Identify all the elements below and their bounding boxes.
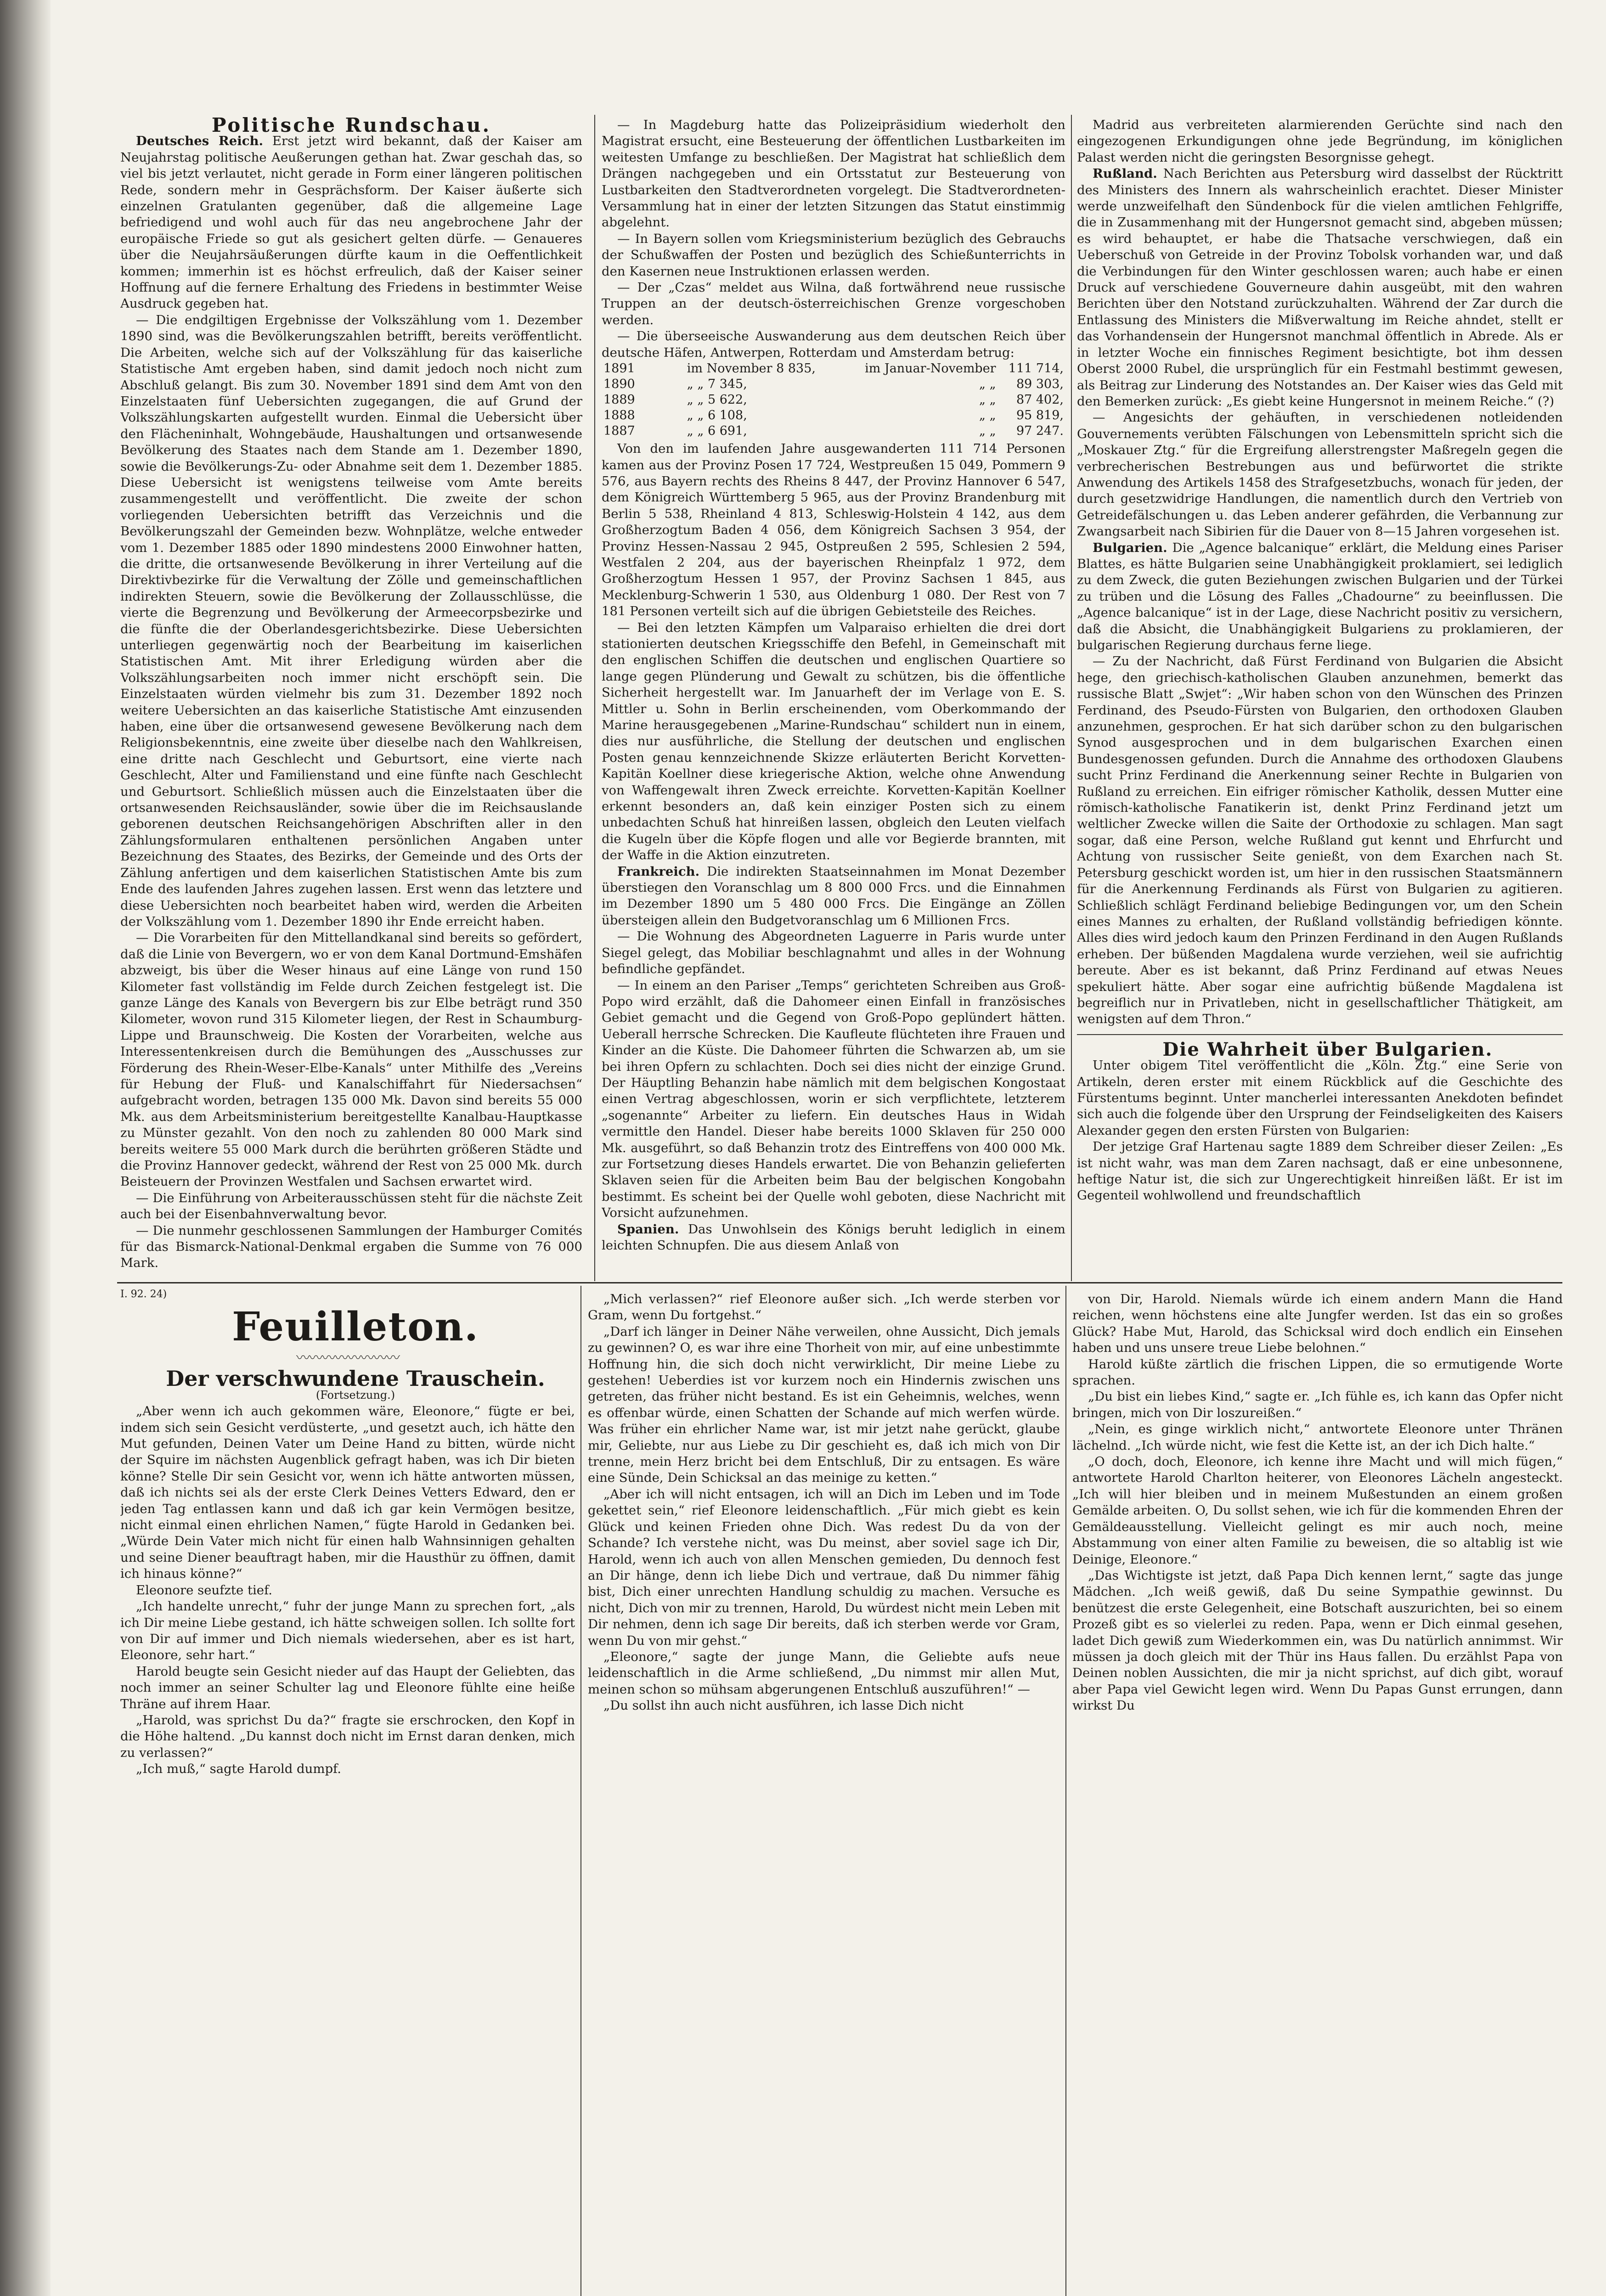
paragraph-text: Von den im laufenden Jahre ausgewanderten 111 714 Personen kamen aus der Provinz Posen 17 724, Westpreußen 15 049, Pommern 9 576, aus Bayern rechts des Rheins 8 447, der Provinz Hannover 6 547, dem Königreich Württemberg 5 965, aus der Provinz Brandenburg mit Berlin 5 538, Rheinland 4 813, Schleswig-Holstein 4 142, aus dem Großherzogtum Baden 4 056, dem Königreich Sachsen 3 954, der Provinz Hessen-Nassau 2 945, Ostpreußen 2 595, Schlesien 2 594, Westfalen 2 204, aus der bayerischen Rheinpfalz 1 972, dem Großherzogtum Hessen 1 957, der Provinz Sachsen 1 845, aus Mecklenburg-Schwerin 1 530, aus Oldenburg 1 080. Der Rest von 7 181 Personen verteilt sich auf die übrigen Gebietsteile des Reiches. [602, 441, 1065, 619]
column-rule-1 [594, 115, 595, 1281]
table-cell: im November 8 835, [687, 361, 816, 376]
paragraph-text: Nach Berichten aus Petersburg wird dasselbst der Rücktritt des Ministers des Innern als wahrscheinlich erachtet. Dieser Minister werde unzweifelhaft den Sündenbock für die vielen amtlichen Fehlgriffe, die in Zusammenhang mit der Hungersnot gemacht sind, abgeben müssen; es wird behauptet, er habe die Thatsache verschwiegen, daß ein Ueberschuß von Getreide in der Provinz Tobolsk vorhanden war, und daß die Verbindungen für den Winter geschlossen waren; auch habe er einen Druck auf verschiedene Gouverneure dahin ausgeübt, mit den wahren Berichten über den Notstand zurückzuhalten. Während der Zar durch die Entlassung des Ministers die Mißverwaltung im Reiche ahndet, stellt er das Vorhandensein der Hungersnot manchmal öffentlich in Abrede. Als er in letzter Woche ein finnisches Regiment besichtigte, bot ihm dessen Oberst 2000 Rubel, die ursprünglich für ein Festmahl bestimmt gewesen, als Beitrag zur Linderung des Notstandes an. Der Kaiser wies das Geld mit den Bemerken zurück: „Es giebt keine Hungersnot in meinem Reiche.“ (?) [1077, 166, 1563, 409]
paragraph: Harold küßte zärtlich die frischen Lippen, die so ermutigende Worte sprachen. [1072, 1356, 1563, 1388]
paragraph-text: — Der „Czas“ meldet aus Wilna, daß fortwährend neue russische Truppen an der deutsch-österreichischen Grenze vorgeschoben werden. [602, 280, 1065, 327]
paragraph: Harold beugte sein Gesicht nieder auf das Haupt der Geliebten, das noch immer an seiner Schulter lag und Eleonore fühlte eine heiße Thräne auf ihrem Haar. [120, 1664, 575, 1711]
table-cell: „ „ 5 622, [687, 393, 747, 407]
column-rule-2 [1071, 115, 1072, 1281]
paragraph: „Harold, was sprichst Du da?“ fragte sie erschrocken, den Kopf in die Höhe haltend. „Du kannst doch nicht im Ernst daran denken, mich zu verlassen?“ [120, 1712, 575, 1760]
paragraph-text: Erst jetzt wird bekannt, daß der Kaiser am Neujahrstag politische Aeußerungen gethan hat. Zwar geschah das, so viel bis jetzt verlautet, nicht gerade in Form einer längeren politischen Rede, sondern mehr in Gesprächsform. Der Kaiser äußerte sich einzelnen Gratulanten gegenüber, daß die allgemeine Lage befriedigend und wohl auch für das neu angebrochene Jahr der europäische Friede so gut als gesichert gelten dürfe. — Genaueres über die Neujahrsäußerungen dürfte kaum in die Oeffentlichkeit kommen; immerhin ist es höchst erfreulich, daß der Kaiser seiner Hoffnung auf die fernere Erhaltung des Friedens in bestimmter Weise Ausdruck gegeben hat. [120, 134, 582, 311]
paragraph: „Ich handelte unrecht,“ fuhr der junge Mann zu sprechen fort, „als ich Dir meine Liebe gestand, ich hätte schweigen sollen. Ich sollte fort von Dir auf immer und Dich niemals wiedersehen, aber es ist hart, Eleonore, sehr hart.“ [120, 1599, 575, 1663]
paragraph-text: Das Unwohlsein des Königs beruht lediglich in einem leichten Schnupfen. Die aus diesem Anlaß von [602, 1221, 1065, 1253]
paragraph [602, 929, 1065, 977]
table-row [602, 392, 1065, 408]
paragraph: „Du sollst ihn auch nicht ausführen, ich lasse Dich nicht [603, 1698, 964, 1713]
paragraph [120, 1223, 582, 1272]
column-politics-1 [120, 117, 582, 1279]
paragraph [1077, 1058, 1563, 1139]
paragraph-text: — In Bayern sollen vom Kriegsministerium bezüglich des Gebrauchs der Schußwaffen der Posten und bezüglich des Schießunterrichts in den Kasernen neue Instruktionen erlassen werden. [602, 231, 1065, 279]
table-cell: 1890 [603, 377, 635, 392]
paragraph-text: — Zu der Nachricht, daß Fürst Ferdinand von Bulgarien die Absicht hege, den griechisch-katholischen Glauben anzunehmen, bemerkt das russische Blatt „Swjet“: „Wir haben schon von den Wünschen des Prinzen Ferdinand, des Pseudo-Fürsten von Bulgarien, den orthodoxen Glauben anzunehmen, gesprochen. Er hat sich darüber schon zu den bulgarischen Synod ausgesprochen und in dem bulgarischen Exarchen einen Bundesgenossen gefunden. Durch die Annahme des orthodoxen Glaubens sucht Prinz Ferdinand die Anerkennung seiner Rechte in Bulgarien von Rußland zu erreichen. Ein eifriger römischer Katholik, dessen Mutter eine römisch-katholische Fanatikerin ist, denkt Prinz Ferdinand jetzt um weltlicher Zwecke willen die Saite der Orthodoxie zu schlagen. Man sagt sogar, daß eine Person, welche Rußland gut kennt und Ehrfurcht und Achtung von russischer Seite genießt, von dem Exarchen nach St. Petersburg geschickt worden ist, um hier in den russischen Staatsmännern für die Anerkennung Ferdinands als Fürst von Bulgarien zu agitieren. Schließlich schlägt Ferdinand beliebige Bedingungen vor, um den Schein eines Mannes zu erhalten, der Rußland vollständig befriedigen könnte. Alles dies wird jedoch kaum den Prinzen Ferdinand in den Augen Rußlands erheben. Der büßenden Magdalena wurde verziehen, weil sie aufrichtig bereute. Aber es ist bekannt, daß Prinz Ferdinand auf etwas Neues spekuliert hätte. Aber sogar eine aufrichtig büßende Magdalena ist begreiflich nur in Privatleben, nicht in gesellschaftlicher Thätigkeit, am wenigsten auf dem Thron.“ [1077, 654, 1563, 1027]
table-cell: „ „ 6 108, [687, 408, 747, 423]
paragraph: „Nein, es ginge wirklich nicht,“ antwortete Eleonore unter Thränen lächelnd. „Ich würde nicht, wie fest die Kette ist, an der ich Dich halte.“ [1072, 1422, 1563, 1453]
paragraph: „Eleonore,“ sagte der junge Mann, die Geliebte aufs neue leidenschaftlich in die Arme schließend, „Du nimmst mir allen Mut, meinen schon so mühsam abgerungenen Entschluß auszuführen!“ — [588, 1649, 1060, 1697]
paragraph [1077, 166, 1563, 410]
box-separator [1077, 1034, 1563, 1035]
paragraph: Eleonore seufzte tief. [136, 1582, 273, 1598]
paragraph [602, 978, 1065, 1221]
section-lead: Spanien. [617, 1221, 679, 1237]
emigration-table [602, 361, 1065, 439]
paragraph: von Dir, Harold. Niemals würde ich einem andern Mann die Hand reichen, wenn höchstens eine alte Jungfer werden. Ist das ein so großes Glück? Habe Mut, Harold, das Schicksal wird doch endlich ein Einsehen haben und uns unsere treue Liebe belohnen.“ [1072, 1292, 1563, 1356]
paragraph [602, 864, 1065, 929]
paragraph-text: Die „Agence balcanique“ erklärt, die Meldung eines Pariser Blattes, es hätte Bulgarien seine Unabhängigkeit proklamiert, sei lediglich zu dem Zweck, die guten Beziehungen zwischen Bulgarien und der Türkei zu trüben und die Lösung des Falles „Chadourne“ zu beeinflussen. Die „Agence balcanique“ ist in der Lage, diese Nachricht positiv zu versichern, daß die Absicht, die Unabhängigkeit Bulgariens zu proklamieren, der bulgarischen Regierung durchaus ferne liege. [1077, 540, 1563, 653]
section-lead: Deutsches Reich. [136, 134, 264, 149]
table-cell: 111 714, [1008, 361, 1064, 376]
feuilleton-col-2 [588, 1291, 1060, 2296]
table-cell: im Januar-November [865, 361, 996, 376]
paragraph: „O doch, doch, Eleonore, ich kenne ihre Macht und will mich fügen,“ antwortete Harold Charlton heiterer, von Eleonores Lächeln angesteckt. „Ich will hier bleiben und in meinem Mußestunden an einem großen Gemälde arbeiten. O, Du sollst sehen, wie ich für die kommenden Ehren der Gemäldeausstellung. Vielleicht gelingt es mir auch noch, meine Abstammung von einer alten Familie zu beweisen, die so altablig ist wie Deinige, Eleonore.“ [1072, 1454, 1563, 1567]
paragraph: „Darf ich länger in Deiner Nähe verweilen, ohne Aussicht, Dich jemals zu gewinnen? O, es war ihre eine Thorheit von mir, auf eine unbestimmte Hoffnung hin, die sich doch nicht verwirklicht, Dir meine Liebe zu gestehen! Ueberdies ist vor kurzem noch ein Hindernis zwischen uns getreten, das früher nicht bestand. Es ist ein Geheimnis, welches, wenn es offenbar würde, einen Schatten der Schande auf mich werfen würde. Was früher ein ehrlicher Name war, ist mir jetzt nahe gerückt, glaube mir, Geliebte, nur aus Liebe zu Dir geschieht es, daß ich mich von Dir trenne, mein Herz bricht bei dem Entschluß, Dir zu entsagen. Es wäre eine Sünde, Dein Schicksal an das meinige zu ketten.“ [588, 1324, 1060, 1486]
table-cell: „ „ 6 691, [687, 424, 747, 439]
paragraph [1077, 117, 1563, 166]
paragraph-text: — Die nunmehr geschlossenen Sammlungen der Hamburger Comités für das Bismarck-National-Denkmal ergaben die Summe von 76 000 Mark. [120, 1223, 582, 1271]
box-title: Die Wahrheit über Bulgarien. [1162, 1038, 1493, 1060]
paragraph [602, 328, 1065, 361]
book-binding-shadow [0, 0, 51, 2296]
reference-top: I. 92. 24) [120, 1289, 167, 1300]
paragraph: „Mich verlassen?“ rief Eleonore außer sich. „Ich werde sterben vor Gram, wenn Du fortgehst.“ [588, 1292, 1060, 1323]
table-row [602, 423, 1065, 439]
feuilleton-col-1 [120, 1304, 575, 2296]
feu-rule-2 [1065, 1286, 1066, 2296]
paragraph-text: Der jetzige Graf Hartenau sagte 1889 dem Schreiber dieser Zeilen: „Es ist nicht wahr, was man dem Zaren nachsagt, daß er eine unbesonnene, heftige Natur ist, die sich zur Ungerechtigkeit hinreißen läßt. Er ist im Gegenteil wohlwollend und freundschaftlich [1077, 1139, 1563, 1203]
section-lead: Rußland. [1093, 166, 1157, 181]
table-cell: „ „ 7 345, [687, 377, 747, 392]
table-cell: „ „ [979, 377, 996, 392]
feuilleton-rule [117, 1282, 1562, 1283]
table-row [602, 377, 1065, 392]
paragraph [120, 312, 582, 930]
paragraph [602, 231, 1065, 280]
table-cell: „ „ [979, 424, 996, 439]
paragraph [1077, 1139, 1563, 1204]
paragraph-text: — Bei den letzten Kämpfen um Valparaiso erhielten die drei dort stationierten deutschen Kriegsschiffe den Befehl, in Gemeinschaft mit den englischen Schiffen die deutschen und englischen Quartiere so lange gegen Plünderung und Gewalt zu schützen, bis die öffentliche Sicherheit hergestellt war. Im Januarheft der im Verlage von E. S. Mittler u. Sohn in Berlin erscheinenden, vom Oberkommando der Marine herausgegebenen „Marine-Rundschau“ schildert nun in einem, dies nur ausführliche, die Stellung der deutschen und englischen Posten genau kennzeichnende Skizze erläuterten Bericht Korvetten-Kapitän Koellner diese kriegerische Aktion, welche ohne Anwendung von Waffengewalt ihren Zweck erreichte. Korvetten-Kapitän Koellner erkennt besonders an, daß kein einziger Posten sich zu einem unbedachten Schuß hat hinreißen lassen, obgleich den Leuten vielfach die Kugeln über die Köpfe flogen und alle vor Begierde brannten, mit der Waffe in die Aktion einzutreten. [602, 620, 1065, 863]
section-lead: Bulgarien. [1093, 540, 1167, 555]
paragraph: „Das Wichtigste ist jetzt, daß Papa Dich kennen lernt,“ sagte das junge Mädchen. „Ich weiß gewiß, daß Du seine Sympathie gewinnst. Du benützest die erste Gelegenheit, eine Botschaft auszurichten, bei so einem Prozeß gibt es so vielerlei zu reden. Papa, wenn er Dich einmal gesehen, ladet Dich gewiß zum Wiederkommen ein, was Du natürlich annimmst. Wir müssen ja doch gleich mit der Thür ins Haus fallen. Du erzählst Papa von Deinen noblen Aussichten, die mir ja nicht sprichst, auf dich gibt, worauf aber Papa viel Gewicht legen wird. Wenn Du Papas Gunst errungen, dann wirkst Du [1072, 1568, 1563, 1713]
paragraph-text: — Angesichts der gehäuften, in verschiedenen notleidenden Gouvernements verübten Fälschungen von Lebensmitteln spricht sich die „Moskauer Ztg.“ für die Ergreifung allerstrengster Maßregeln gegen die verbrecherischen Bestrebungen aus und befürwortet die strikte Anwendung des Artikels 1458 des Strafgesetzbuchs, wonach für jeden, der durch gesetzwidrige Handlungen, die namentlich durch den Vertrieb von Getreidefälschungen u. das Leben anderer gefährden, die Verbannung zur Zwangsarbeit nach Sibirien für die Dauer von 8—15 Jahren vorgesehen ist. [1077, 410, 1563, 539]
paragraph [602, 441, 1065, 619]
table-cell: 87 402, [1016, 393, 1064, 407]
section-title: Politische Rundschau. [211, 117, 491, 136]
title-ornament: 〰〰〰〰〰〰〰〰 [296, 1350, 399, 1366]
paragraph [120, 133, 582, 312]
paragraph [602, 620, 1065, 864]
paragraph: „Aber ich will nicht entsagen, ich will an Dich im Leben und im Tode gekettet sein,“ rief Eleonore leidenschaftlich. „Für mich giebt es kein Glück und keinen Frieden ohne Dich. Was redest Du da von der Schande? Ich verstehe nicht, was Du meinst, aber soviel sage ich Dir, Harold, wenn ich auch von allen Menschen gemieden, Du dennoch fest an Dir hänge, denn ich liebe Dich und vertraue, daß Du nimmer fähig bist, Dich einer unrechten Handlung schuldig zu machen. Versuche es nicht, Dich von mir zu trennen, Harold, Du würdest nicht mein Leben mit Dir nehmen, denn ich sage Dir bereits, daß ich sterben werde vor Gram, wenn Du von mir gehst.“ [588, 1486, 1060, 1648]
paragraph [602, 1221, 1065, 1254]
table-cell: 89 303, [1016, 377, 1064, 392]
paragraph-text: — In einem an den Pariser „Temps“ gerichteten Schreiben aus Groß-Popo wird erzählt, daß die Dahomeer einen Einfall in französisches Gebiet gemacht und die Gegend von Groß-Popo geplündert hätten. Ueberall herrsche Schrecken. Die Kaufleute flüchteten ihre Frauen und Kinder an die Küste. Die Dahomeer führten die Schwarzen ab, um sie bei ihren Opfern zu schlachten. Doch sei dies nicht der einzige Grund. Der Häuptling Behanzin habe nämlich mit dem belgischen Kongostaat einen Vertrag abgeschlossen, worin er sich verpflichtete, letzterem „sogenannte“ Arbeiter zu liefern. Ein deutsches Haus in Widah vermittle den Handel. Dieser habe bereits 1000 Sklaven für 250 000 Mk. ausgeführt, so daß Behanzin trotz des Eintreffens von 400 000 Mk. zur Fortsetzung dieses Handels erwartet. Die von Behanzin gelieferten Sklaven seien für die Arbeiten beim Bau der belgischen Kongobahn bestimmt. Es scheint bei der Quelle wohl geboten, diese Nachricht mit Vorsicht aufzunehmen. [602, 978, 1065, 1221]
paragraph [120, 930, 582, 1190]
paragraph [120, 1190, 582, 1223]
table-cell: 97 247. [1016, 424, 1064, 439]
paragraph-text: — In Magdeburg hatte das Polizeipräsidium wiederholt den Magistrat ersucht, eine Besteuerung der öffentlichen Lustbarkeiten im weitesten Umfange zu beschließen. Der Magistrat hat schließlich dem Drängen nachgegeben und ein Ortsstatut zur Besteuerung von Lustbarkeiten den Stadtverordneten vorgelegt. Die Stadtverordneten-Versammlung hat in einer der letzten Sitzungen das Statut einstimmig abgelehnt. [602, 118, 1065, 230]
table-row [602, 408, 1065, 423]
feuilleton-col-3 [1072, 1291, 1563, 2296]
paragraph: „Du bist ein liebes Kind,“ sagte er. „Ich fühle es, ich kann das Opfer nicht bringen, mich von Dir loszureißen.“ [1072, 1389, 1563, 1420]
continuation-note: (Fortsetzung.) [316, 1388, 395, 1401]
feu-rule-1 [580, 1286, 581, 2296]
paragraph-text: — Die Einführung von Arbeiterausschüssen steht für die nächste Zeit auch bei der Eisenbahnverwaltung bevor. [120, 1190, 582, 1222]
paragraph-text: — Die Wohnung des Abgeordneten Laguerre in Paris wurde unter Siegel gelegt, das Mobiliar beschlagnahmt und alles in der Wohnung befindliche gepfändet. [602, 929, 1065, 977]
feuilleton-title: Feuilleton. [232, 1304, 479, 1350]
table-cell: „ „ [979, 393, 996, 407]
paragraph-text: Madrid aus verbreiteten alarmierenden Gerüchte sind nach den eingezogenen Erkundigungen ohne jede Begründung, im königlichen Palast werden nicht die geringsten Besorgnisse gehegt. [1077, 118, 1563, 165]
table-cell: 1887 [603, 424, 635, 439]
paragraph [602, 280, 1065, 328]
table-cell: 95 819, [1016, 408, 1064, 423]
paragraph [1077, 653, 1563, 1027]
section-lead: Frankreich. [617, 864, 700, 879]
paragraph: „Aber wenn ich auch gekommen wäre, Eleonore,“ fügte er bei, indem sich sein Gesicht verdüsterte, „und gesetzt auch, ich hätte den Mut gefunden, Deinen Vater um Deine Hand zu bitten, würde nicht der Squire im nächsten Augenblick gefragt haben, was ich Dir bieten könne? Stelle Dir sein Gesicht vor, wenn ich hätte antworten müssen, daß ich nichts sei als der erste Clerk Deines Vetters Edward, den er jeden Tag entlassen kann und daß ich gar kein Vermögen besitze, nicht einmal einen ehrlichen Namen,“ fügte Harold in Gedanken bei. „Würde Dein Vater mich nicht für einen halb Wahnsinnigen gehalten und seine Diener beauftragt haben, mir die Hausthür zu öffnen, damit ich hinaus könne?“ [120, 1404, 575, 1581]
paragraph-text: Unter obigem Titel veröffentlicht die „Köln. Ztg.“ eine Serie von Artikeln, deren erster mit einem Rückblick auf die Geschichte des Fürstentums beginnt. Unter mancherlei interessanten Anekdoten befindet sich auch die folgende über den Ursprung der Feindseligkeiten des Kaisers Alexander gegen den ersten Fürsten von Bulgarien: [1077, 1058, 1563, 1138]
paragraph-text: — Die überseeische Auswanderung aus dem deutschen Reich über deutsche Häfen, Antwerpen, Rotterdam und Amsterdam betrug: [602, 329, 1065, 360]
table-cell: „ „ [979, 408, 996, 423]
story-title: Der verschwundene Trauschein. [166, 1366, 545, 1391]
paragraph [1077, 540, 1563, 654]
paragraph: „Ich muß,“ sagte Harold dumpf. [136, 1761, 341, 1777]
table-cell: 1891 [603, 361, 635, 376]
paragraph [602, 117, 1065, 231]
table-cell: 1888 [603, 408, 635, 423]
table-cell: 1889 [603, 393, 635, 407]
paragraph [1077, 410, 1563, 540]
table-row [602, 361, 1065, 377]
column-politics-2 [602, 117, 1065, 1279]
paragraph-text: — Die Vorarbeiten für den Mittellandkanal sind bereits so gefördert, daß die Linie von Bevergern, wo er von dem Kanal Dortmund-Emshäfen abzweigt, bis über die Weser hinaus auf eine Länge von rund 150 Kilometer fast vollständig im Felde durch Zeichen festgelegt ist. Die ganze Länge des Kanals von Bevergern bis zur Elbe beträgt rund 350 Kilometer, wovon rund 315 Kilometer liegen, der Rest in Schaumburg-Lippe und Braunschweig. Die Kosten der Vorarbeiten, welche aus Interessentenkreisen durch die Bemühungen des „Ausschusses zur Förderung des Rhein-Weser-Elbe-Kanals“ unter Mithilfe des „Vereins für Hebung der Fluß- und Kanalschiffahrt für Niedersachsen“ aufgebracht worden, betragen 135 000 Mk. Davon sind bereits 55 000 Mk. aus dem Arbeitsministerium bereitgestellte Kanalbau-Hauptkasse zu Münster gezahlt. Von den noch zu zahlenden 80 000 Mark sind bereits weitere 55 000 Mark durch die berührten größeren Städte und die Provinz Hannover gedeckt, während der Rest von 25 000 Mk. durch Beisteuern der Provinzen Westfalen und Sachsen erwartet wird. [120, 930, 582, 1189]
paragraph-text: Die indirekten Staatseinnahmen im Monat Dezember überstiegen den Voranschlag um 8 800 000 Frcs. und die Einnahmen im Dezember 1890 um 5 480 000 Frcs. Die Eingänge an Zöllen übersteigen allein den Budgetvoranschlag um 6 Millionen Frcs. [602, 864, 1065, 928]
column-politics-3 [1077, 117, 1563, 1279]
paragraph-text: — Die endgiltigen Ergebnisse der Volkszählung vom 1. Dezember 1890 sind, was die Bevölkerungszahlen betrifft, bereits veröffentlicht. Die Arbeiten, welche sich auf der Volkszählung für das kaiserliche Statistische Amt ergeben haben, sind damit jedoch noch nicht zum Abschluß gelangt. Bis zum 30. November 1891 sind dem Amt von den Einzelstaaten fünf Uebersichten zugegangen, die auf Grund der Volkszählungskarten aufgestellt wurden. Einmal die Uebersicht über den Flächeninhalt, Wohngebäude, Haushaltungen und ortsanwesende Bevölkerung des Staates nach dem Stande am 1. Dezember 1890, sowie die Bevölkerungs-Zu- oder Abnahme seit dem 1. Dezember 1885. Diese Uebersicht ist wenigstens teilweise vom Amte bereits zusammengestellt und veröffentlicht. Die zweite der schon vorliegenden Uebersichten betrifft das Verzeichnis und die Bevölkerungszahl der Gemeinden bezw. Wohnplätze, welche entweder vom 1. Dezember 1885 oder 1890 mindestens 2000 Einwohner hatten, die dritte, die ortsanwesende Bevölkerung in ihrer Verteilung auf die Direktivbezirke für die Verwaltung der Zölle und gemeinschaftlichen indirekten Steuern, sowie die Bevölkerung der Zollausschlüsse, die vierte die Begrenzung und Bevölkerung der Armeecorpsbezirke und die fünfte die der Oberlandesgerichtsbezirke. Diese Uebersichten unterliegen gegenwärtig noch der Bearbeitung im kaiserlichen Statistischen Amt. Mit ihrer Erledigung würden aber die Volkszählungsarbeiten noch immer nicht erschöpft sein. Die Einzelstaaten würden vielmehr bis zum 31. Dezember 1892 noch weitere Uebersichten an das kaiserliche Statistische Amt einzusenden haben, eine über die ortsanwesend gewesene Bevölkerung nach dem Religionsbekenntnis, eine zweite über dieselbe nach den Wahlkreisen, eine dritte nach Geschlecht und Geburtsort, eine vierte nach Geschlecht, Alter und Familienstand und eine fünfte nach Geschlecht und Geburtsort. Schließlich müssen auch die Einzelstaaten über die ortsanwesenden Reichsausländer, sowie über die im Reichsauslande geborenen deutschen Reichsangehörigen Abschriften aller in den Zählungsformularen enthaltenen persönlichen Angaben unter Bezeichnung des Staates, des Bezirks, der Gemeinde und des Orts der Zählung anfertigen und dem kaiserlichen Statistischen Amte bis zum Ende des laufenden Jahres zugehen lassen. Erst wenn das letztere und diese Uebersichten noch bearbeitet haben wird, werden die Arbeiten der Volkszählung vom 1. Dezember 1890 ihr Ende erreicht haben. [120, 312, 582, 929]
